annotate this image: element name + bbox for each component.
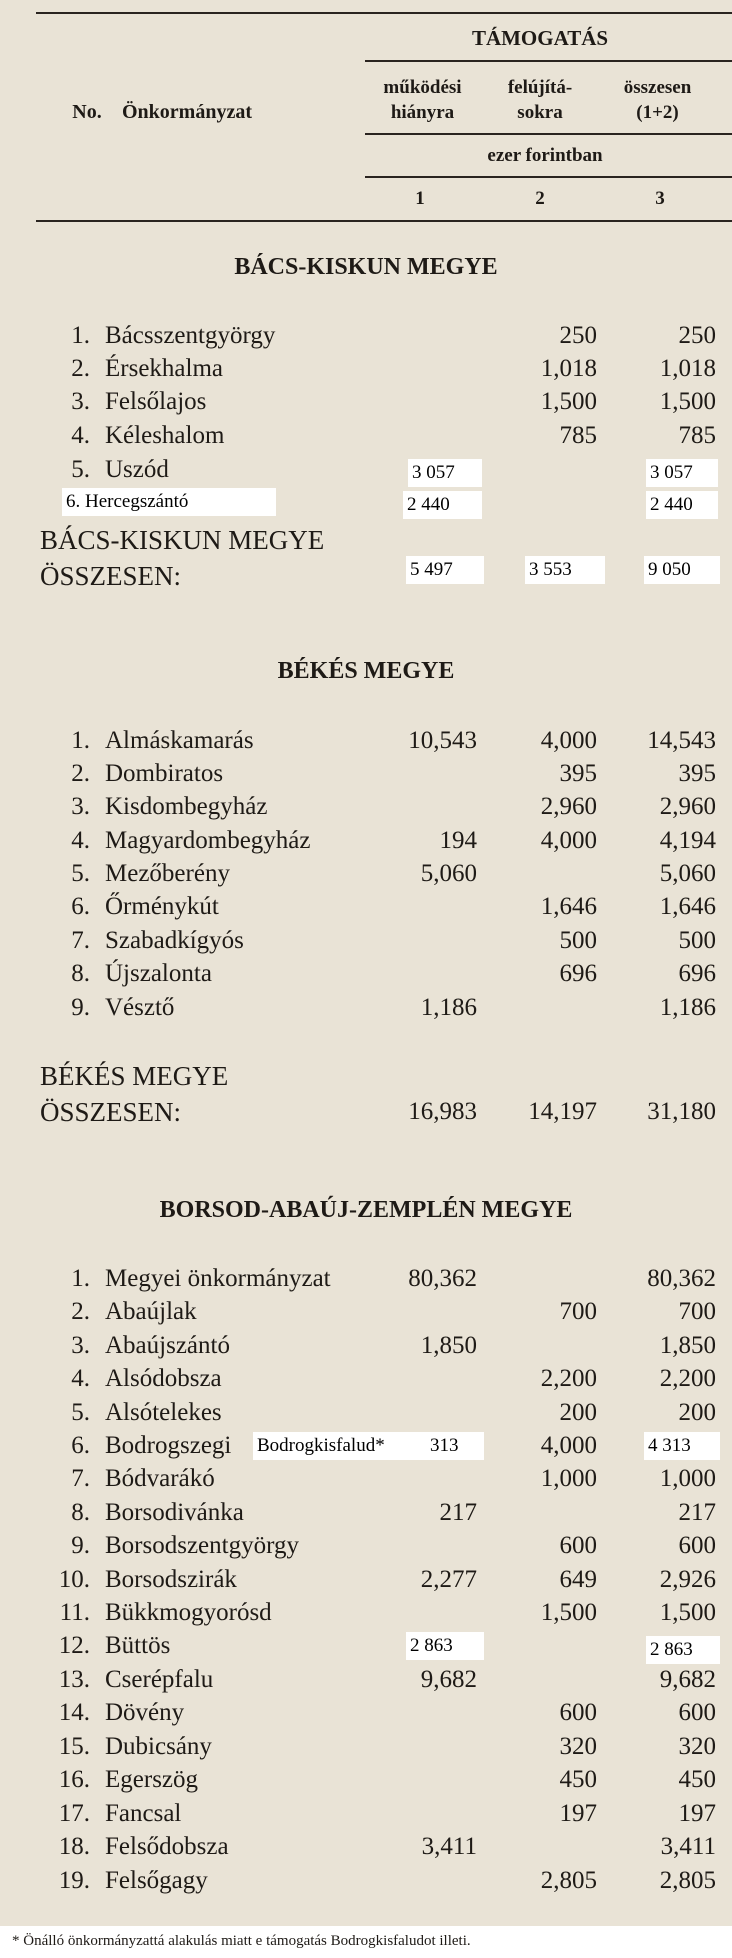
table-row: 3. Abaújszántó 1,850 1,850 [71,1332,716,1359]
table-row: 3. Felsőlajos 1,500 1,500 [71,388,716,415]
table-row: 10. Borsodszirák 2,277 649 2,926 [58,1566,716,1593]
table-row: 12. Büttös [58,1632,171,1659]
header-colnum-3: 3 [655,188,665,209]
footnote: * Önálló önkormányzattá alakulás miatt e támogatás Bodrogkisfaludot illeti. [0,1926,732,1958]
header-colnum-2: 2 [535,188,545,209]
table-row: 4. Magyardombegyház 194 4,000 4,194 [71,827,716,854]
total-c1: 16,983 [408,1098,477,1125]
table-row: 5. Alsótelekes 200 200 [71,1399,716,1426]
header-col3: összesen (1+2) [623,77,692,123]
total-c3: 9 050 [644,556,720,584]
table-row: 3. Kisdombegyház 2,960 2,960 [71,793,716,820]
patch-name: Bodrogkisfalud* [253,1432,426,1460]
header-top-rule [36,12,732,14]
total-c1: 5 497 [406,556,484,584]
table-row: 2. Érsekhalma 1,018 1,018 [71,355,716,382]
header-onkormanyzat: Önkormányzat [122,101,252,123]
table-row: 2. Dombiratos 395 395 [71,760,716,787]
header-unit: ezer forintban [487,145,603,166]
table-row: 5. Uszód [71,456,169,483]
section-title-bekes: BÉKÉS MEGYE [277,658,455,684]
table-row: 4. Alsódobsza 2,200 2,200 [71,1365,716,1392]
table-row: 7. Bódvarákó 1,000 1,000 [71,1465,716,1492]
header-tamogatas: TÁMOGATÁS [471,26,609,50]
section-title-borsod: BORSOD-ABAÚJ-ZEMPLÉN MEGYE [159,1197,573,1223]
patch-c1: 313 [426,1432,484,1460]
header-no: No. [72,101,102,123]
header-col2: felújítá- sokra [507,77,573,123]
total-c2: 14,197 [528,1098,597,1125]
patch-c3: 2 440 [646,491,718,519]
table-row: 4. Kéleshalom 785 785 [71,422,716,449]
table-row: 8. Újszalonta 696 696 [71,960,716,987]
section-title-bacs-kiskun: BÁCS-KISKUN MEGYE [234,254,498,280]
patch-c1: 2 863 [406,1632,484,1660]
table-row: 9. Vésztő 1,186 1,186 [71,994,716,1021]
table-row: 6. Őrménykút 1,646 1,646 [71,893,716,920]
table-row: 1. Bácsszentgyörgy 250 250 [71,322,716,349]
table-row: 19. Felsőgagy 2,805 2,805 [58,1867,716,1894]
table-row: 1. Almáskamarás 10,543 4,000 14,543 [71,727,716,754]
table-row: 6. Bodrogszegi 4,000 [71,1432,597,1459]
patch-c3: 3 057 [646,459,718,487]
table-row: 2. Abaújlak 700 700 [71,1298,716,1325]
table-row: 9. Borsodszentgyörgy 600 600 [71,1532,716,1559]
header-rule-tamogatas [365,60,732,62]
table-row: 17. Fancsal 197 197 [58,1800,716,1827]
table-row: 13. Cserépfalu 9,682 9,682 [58,1666,716,1693]
total-c2: 3 553 [525,556,605,584]
header-rule-cols [365,133,732,135]
header-rule-unit [365,176,732,178]
table-row: 15. Dubicsány 320 320 [58,1733,716,1760]
table-row: 5. Mezőberény 5,060 5,060 [71,860,716,887]
header-colnum-1: 1 [415,188,425,209]
total-c3: 31,180 [647,1098,716,1125]
section-total-label: BÁCS-KISKUN MEGYE ÖSSZESEN: [40,525,325,591]
table-row: 11. Bükkmogyorósd 1,500 1,500 [59,1599,716,1626]
patch-name: 6. Hercegszántó [62,488,276,516]
header-col1: működési hiányra [383,77,462,123]
table-row: 1. Megyei önkormányzat 80,362 80,362 [71,1265,716,1292]
table-row: 8. Borsodivánka 217 217 [71,1499,716,1526]
patch-c3: 4 313 [644,1432,720,1460]
table-row: 14. Dövény 600 600 [58,1699,716,1726]
patch-c1: 2 440 [403,491,482,519]
patch-c3: 2 863 [646,1636,720,1664]
table-row: 7. Szabadkígyós 500 500 [71,927,716,954]
section-total-label: BÉKÉS MEGYE ÖSSZESEN: [40,1061,229,1127]
table-row: 18. Felsődobsza 3,411 3,411 [58,1833,716,1860]
header-bottom-rule [36,220,732,222]
table-row: 16. Egerszög 450 450 [58,1766,716,1793]
patch-c1: 3 057 [408,459,482,487]
